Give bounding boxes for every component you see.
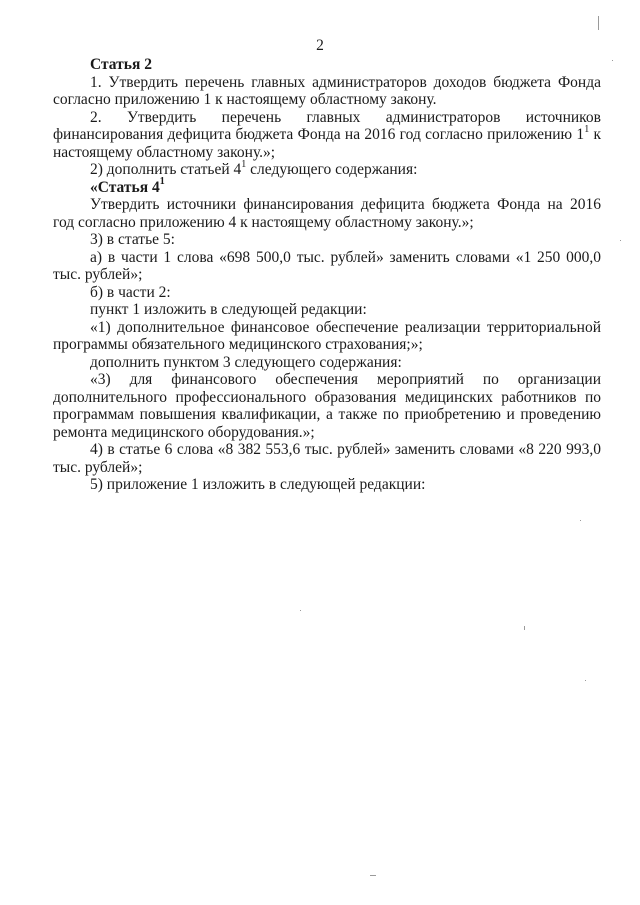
scan-speck: [585, 680, 586, 681]
article-2-paragraph-2: [53, 109, 601, 162]
item-4: 4) в статье 6 слова «8 382 553,6 тыс. рублей» заменить словами «8 220 993,0 тыс. рублей»;: [53, 441, 601, 476]
scan-speck: [612, 60, 613, 61]
item-5: 5) приложение 1 изложить в следующей редакции:: [90, 476, 426, 493]
scan-speck: [620, 240, 621, 241]
item-3b: б) в части 2:: [90, 283, 171, 301]
item-3: 3) в статье 5:: [90, 231, 175, 248]
item-2-text-a: 2) дополнить статьей 4: [90, 161, 242, 178]
article-2-paragraph-1: 1. Утвердить перечень главных администраторов доходов бюджета Фонда согласно приложению 1 к настоящему областному закону.: [53, 73, 601, 108]
document-body: [53, 56, 601, 494]
article-4-1-heading-text: «Статья 4: [90, 178, 160, 196]
article-4-1-text: Утвердить источники финансирования дефицита бюджета Фонда на 2016 год согласно приложению 4 к настоящему областному закону.»;: [53, 196, 601, 231]
article-2-heading: Статья 2: [90, 56, 152, 73]
item-2-text-b: следующего содержания:: [246, 161, 418, 178]
item-3b-line-2: «1) дополнительное финансовое обеспечение реализации территориальной программы обязательного медицинского страхования;»;: [53, 318, 601, 353]
scan-speck: [370, 875, 376, 876]
article-2-paragraph-2-superscript: 1: [584, 123, 590, 135]
item-3b-line-4: «3) для финансового обеспечения мероприятий по организации дополнительного профессионального образования медицинских работников по программам повышения квалификации, а также по приобретению и проведению ремонта медицинского оборудования.»;: [53, 371, 601, 441]
page-number: 2: [316, 37, 324, 54]
scan-speck: [598, 16, 599, 30]
scan-speck: [300, 610, 301, 611]
item-3b-line-3: дополнить пунктом 3 следующего содержания:: [90, 353, 402, 371]
item-2-superscript: 1: [241, 158, 247, 170]
article-2-paragraph-2-text-a: 2. Утвердить перечень главных администраторов источников финансирования дефицита бюджета Фонда на 2016 год согласно приложению 1: [53, 108, 601, 143]
item-2: [53, 158, 601, 179]
scan-speck: [524, 626, 525, 630]
article-2-paragraph-2-text-b: к настоящему областному закону.»;: [53, 126, 602, 161]
item-3b-line-1: пункт 1 изложить в следующей редакции:: [90, 301, 367, 318]
scan-speck: [580, 520, 581, 521]
article-4-1-heading: [53, 176, 601, 197]
item-3a: а) в части 1 слова «698 500,0 тыс. рублей» заменить словами «1 250 000,0 тыс. рублей»;: [53, 248, 601, 283]
article-4-1-heading-superscript: 1: [159, 176, 165, 188]
